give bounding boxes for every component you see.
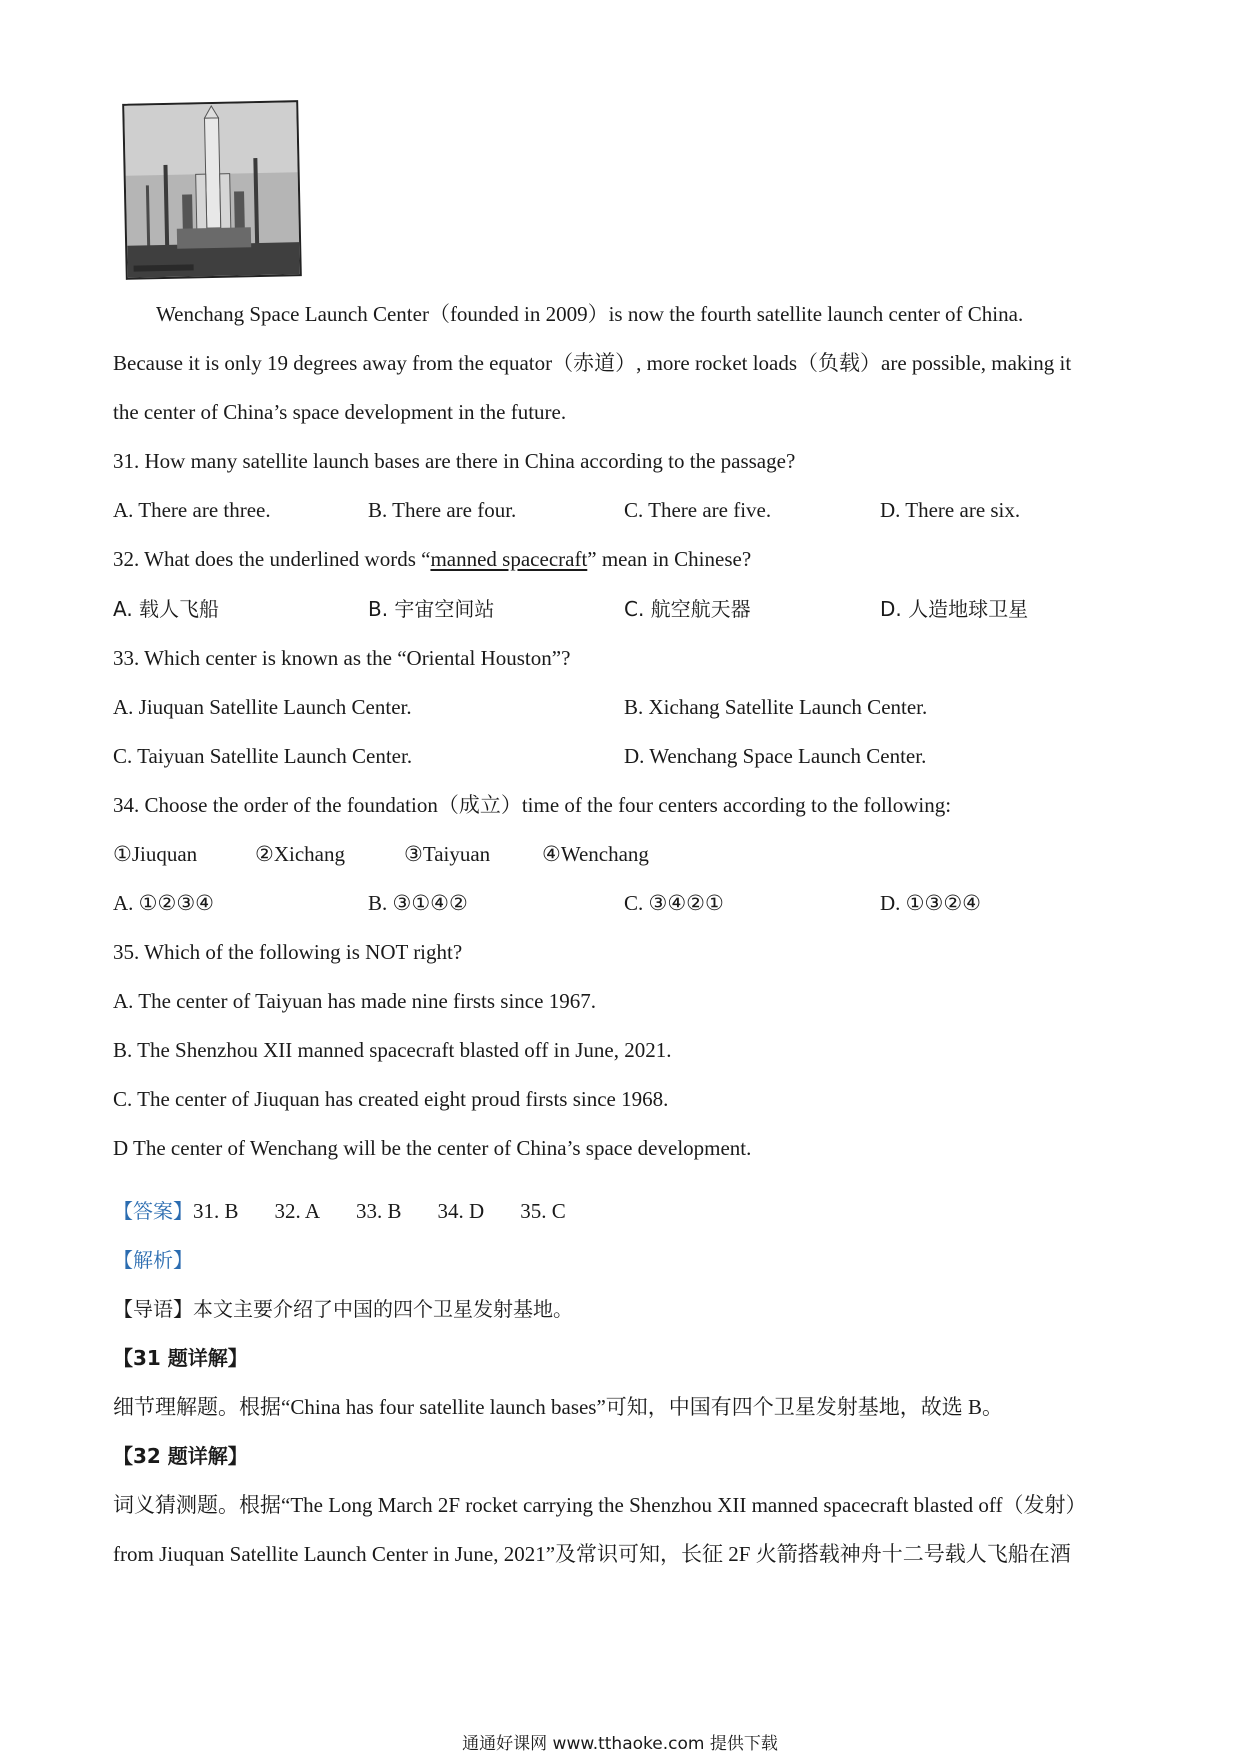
q32-option-b: B. 宇宙空间站 — [368, 597, 495, 621]
q32-option-a: A. 载人飞船 — [113, 597, 220, 621]
q32-detail-text-1: 词义猜测题。根据“The Long March 2F rocket carrying the Shenzhou XII manned spacecraft blasted off（发射） — [113, 1493, 1087, 1517]
question-31-stem: 31. How many satellite launch bases are there in China according to the passage? — [113, 449, 796, 473]
q33-option-a: A. Jiuquan Satellite Launch Center. — [113, 695, 412, 719]
q31-option-c: C. There are five. — [624, 498, 772, 522]
q31-detail-heading: 【31 题详解】 — [113, 1346, 248, 1370]
q34-option-a: A. ①②③④ — [113, 891, 214, 915]
q32-option-d: D. 人造地球卫星 — [880, 597, 1029, 621]
q35-option-d: D The center of Wenchang will be the center of China’s space development. — [113, 1136, 752, 1160]
answer-key — [113, 1197, 602, 1225]
answer-32: 32. A — [274, 1199, 321, 1223]
question-32-stem — [113, 545, 751, 573]
q33-option-b: B. Xichang Satellite Launch Center. — [624, 695, 928, 719]
passage-line-3: the center of China’s space development in the future. — [113, 400, 567, 424]
q34-item-4: ④Wenchang — [542, 842, 649, 866]
question-33-stem: 33. Which center is known as the “Oriental Houston”? — [113, 646, 571, 670]
q33-option-d: D. Wenchang Space Launch Center. — [624, 744, 927, 768]
answer-35: 35. C — [520, 1199, 566, 1223]
q31-detail-text: 细节理解题。根据“China has four satellite launch bases”可知，中国有四个卫星发射基地，故选 B。 — [113, 1395, 1004, 1419]
q31-option-d: D. There are six. — [880, 498, 1021, 522]
answer-33: 33. B — [356, 1199, 402, 1223]
q35-option-a: A. The center of Taiyuan has made nine firsts since 1967. — [113, 989, 596, 1013]
q32-detail-text-2: from Jiuquan Satellite Launch Center in June, 2021”及常识可知，长征 2F 火箭搭载神舟十二号载人飞船在酒 — [113, 1542, 1071, 1566]
q32-detail-heading: 【32 题详解】 — [113, 1444, 248, 1468]
q34-item-1: ①Jiuquan — [113, 842, 198, 866]
q34-option-b: B. ③①④② — [368, 891, 468, 915]
question-35-stem: 35. Which of the following is NOT right? — [113, 940, 463, 964]
q35-option-c: C. The center of Jiuquan has created eight proud firsts since 1968. — [113, 1087, 669, 1111]
question-34-stem: 34. Choose the order of the foundation（成立）time of the four centers according to the following: — [113, 793, 952, 817]
q34-item-3: ③Taiyuan — [404, 842, 491, 866]
q31-option-b: B. There are four. — [368, 498, 517, 522]
q35-option-b: B. The Shenzhou XII manned spacecraft blasted off in June, 2021. — [113, 1038, 672, 1062]
q32-stem-pre: 32. What does the underlined words “ — [113, 547, 431, 571]
q32-stem-post: ” mean in Chinese? — [587, 547, 752, 571]
rocket-launch-photo — [122, 100, 302, 280]
q31-option-a: A. There are three. — [113, 498, 271, 522]
page-footer: 通通好课网 www.tthaoke.com 提供下载 — [462, 1734, 778, 1754]
answer-34: 34. D — [437, 1199, 485, 1223]
answer-31: 31. B — [193, 1199, 239, 1223]
passage-line-1: Wenchang Space Launch Center（founded in 2009）is now the fourth satellite launch center of China. — [156, 302, 1024, 326]
q34-item-2: ②Xichang — [255, 842, 345, 866]
answer-label: 【答案】 — [113, 1199, 193, 1223]
q32-underlined-words: manned spacecraft — [430, 547, 588, 571]
q32-option-c: C. 航空航天器 — [624, 597, 751, 621]
q34-option-d: D. ①③②④ — [880, 891, 981, 915]
q33-option-c: C. Taiyuan Satellite Launch Center. — [113, 744, 413, 768]
analysis-intro: 【导语】本文主要介绍了中国的四个卫星发射基地。 — [113, 1297, 573, 1321]
passage-line-2: Because it is only 19 degrees away from the equator（赤道）, more rocket loads（负载）are possible, making it — [113, 351, 1072, 375]
q34-option-c: C. ③④②① — [624, 891, 724, 915]
analysis-label: 【解析】 — [113, 1248, 193, 1272]
